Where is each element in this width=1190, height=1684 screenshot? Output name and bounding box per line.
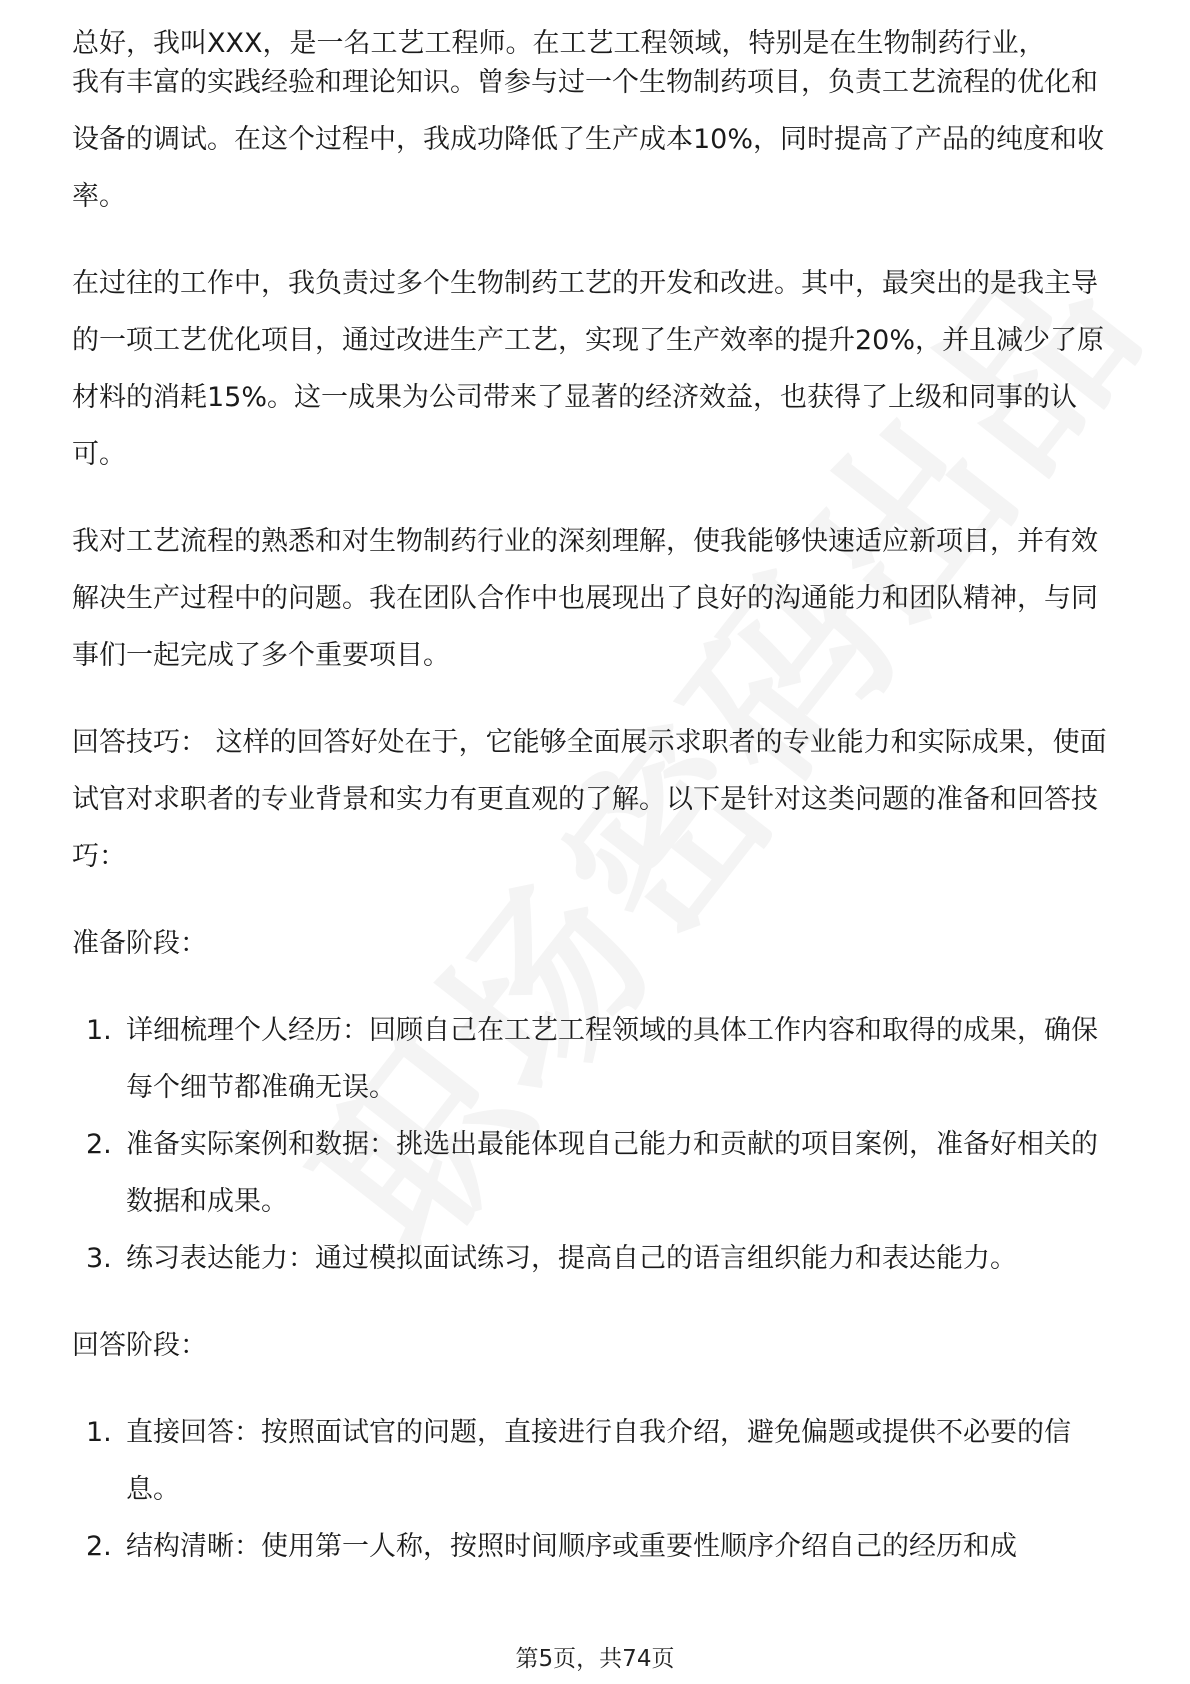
list-item [72, 1002, 1120, 1116]
paragraph-experience: 我有丰富的实践经验和理论知识。曾参与过一个生物制药项目，负责工艺流程的优化和设备的调试。在这个过程中，我成功降低了生产成本10%，同时提高了产品的纯度和收率。 [72, 67, 1105, 212]
heading-answer-stage: 回答阶段： [72, 1330, 207, 1361]
list-number: 1. [86, 1417, 112, 1448]
list-text: 直接回答：按照面试官的问题，直接进行自我介绍，避免偏题或提供不必要的信息。 [126, 1417, 1071, 1505]
list-number: 3. [86, 1243, 112, 1274]
answer-steps-list [72, 1404, 1120, 1575]
page-footer: 第5页，共74页 [515, 1646, 675, 1672]
list-item [72, 1230, 1120, 1287]
document-body [72, 20, 1120, 1605]
list-number: 2. [86, 1531, 112, 1562]
list-text: 准备实际案例和数据：挑选出最能体现自己能力和贡献的项目案例，准备好相关的数据和成果。 [126, 1129, 1098, 1217]
paragraph-answer-tips: 回答技巧： 这样的回答好处在于，它能够全面展示求职者的专业能力和实际成果，使面试官对求职者的专业背景和实力有更直观的了解。以下是针对这类问题的准备和回答技巧： [72, 727, 1107, 872]
list-number: 1. [86, 1015, 112, 1046]
cut-off-text: 总好，我叫XXX，是一名工艺工程师。在工艺工程领域，特别是在生物制药行业， [72, 28, 1046, 59]
list-item [72, 1518, 1120, 1575]
prep-steps-list [72, 1002, 1120, 1287]
list-text: 练习表达能力：通过模拟面试练习，提高自己的语言组织能力和表达能力。 [126, 1243, 1017, 1274]
list-number: 2. [86, 1129, 112, 1160]
list-text: 结构清晰：使用第一人称，按照时间顺序或重要性顺序介绍自己的经历和成 [126, 1531, 1017, 1562]
cut-off-line [72, 20, 1120, 60]
paragraph-strengths: 我对工艺流程的熟悉和对生物制药行业的深刻理解，使我能够快速适应新项目，并有效解决生产过程中的问题。我在团队合作中也展现出了良好的沟通能力和团队精神，与同事们一起完成了多个重要项目。 [72, 526, 1098, 671]
list-item [72, 1116, 1120, 1230]
list-item [72, 1404, 1120, 1518]
list-text: 详细梳理个人经历：回顾自己在工艺工程领域的具体工作内容和取得的成果，确保每个细节都准确无误。 [126, 1015, 1098, 1103]
paragraph-achievements: 在过往的工作中，我负责过多个生物制药工艺的开发和改进。其中，最突出的是我主导的一项工艺优化项目，通过改进生产工艺，实现了生产效率的提升20%，并且减少了原材料的消耗15%。这一成果为公司带来了显著的经济效益，也获得了上级和同事的认可。 [72, 268, 1105, 470]
heading-prep-stage: 准备阶段： [72, 928, 207, 959]
